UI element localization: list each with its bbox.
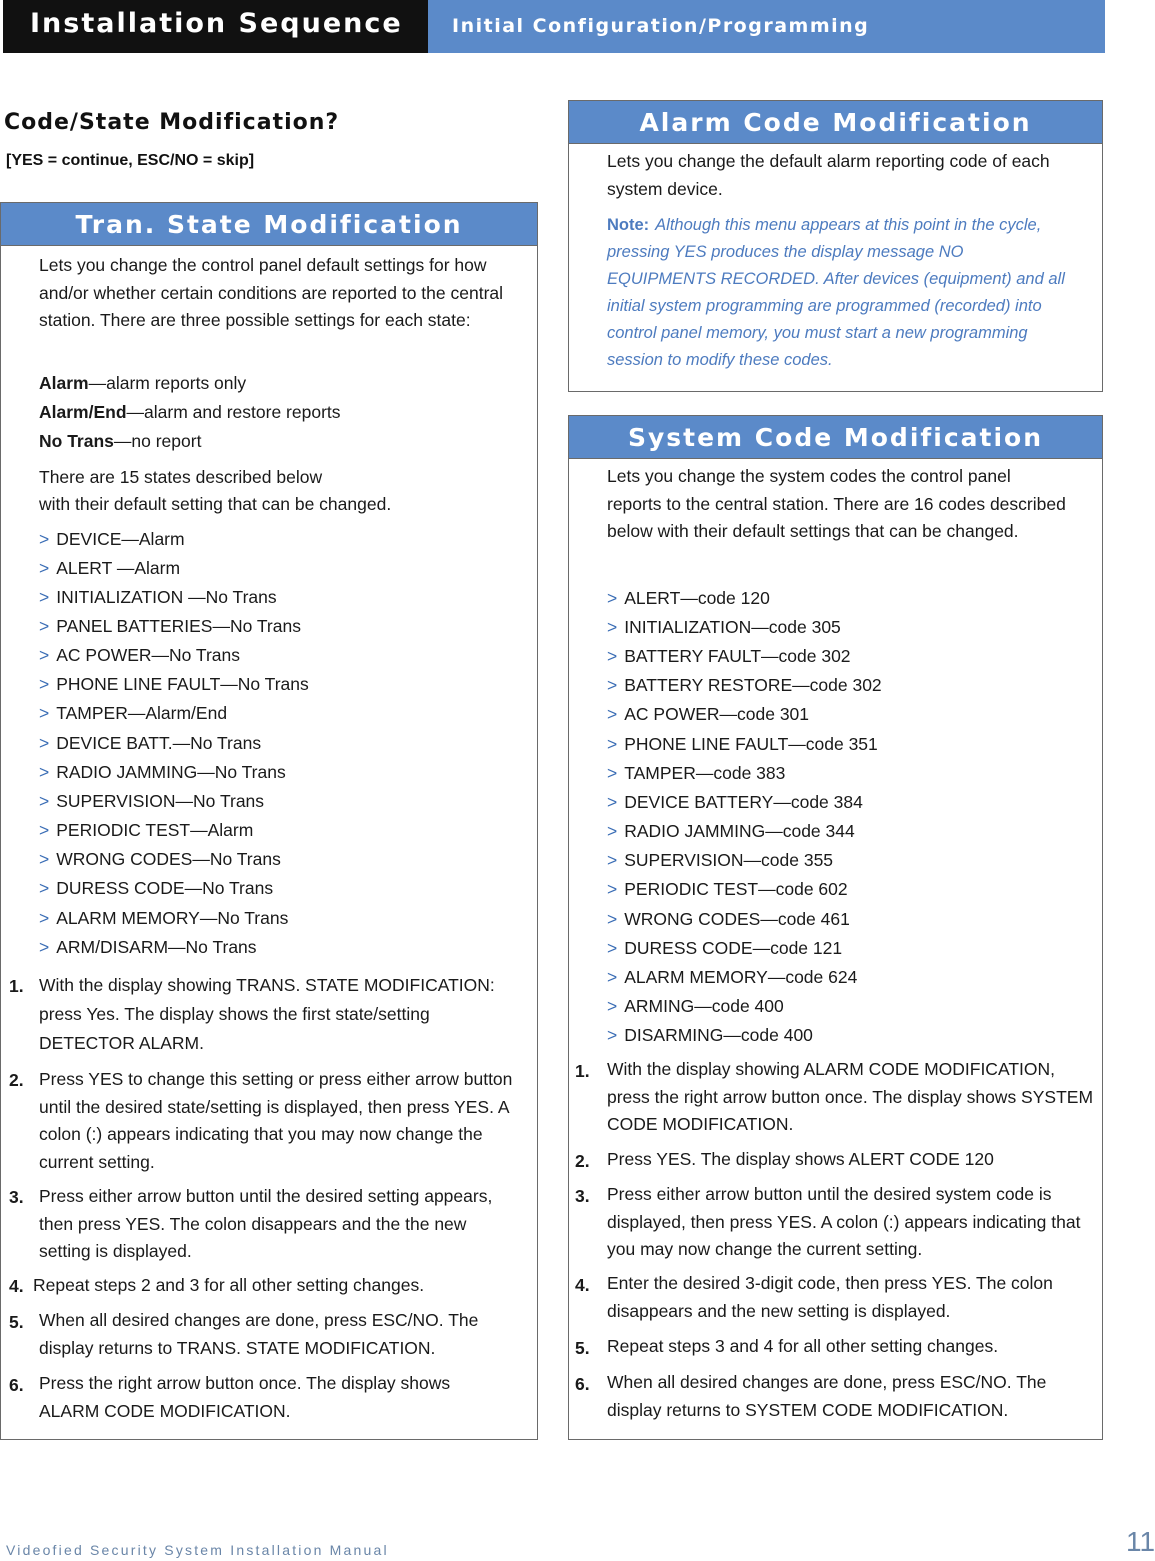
- step-number: 3.: [9, 1187, 24, 1207]
- list-item: > ARM/DISARM—No Trans: [39, 937, 257, 957]
- bullet-arrow-icon: >: [607, 675, 618, 695]
- list-item: > DEVICE—Alarm: [39, 529, 185, 549]
- list-item: > PHONE LINE FAULT—code 351: [607, 734, 878, 754]
- bullet-arrow-icon: >: [39, 703, 50, 723]
- page-number: 11: [1126, 1526, 1155, 1557]
- setting-no-trans: [39, 428, 201, 456]
- alarm-code-note: [607, 212, 1077, 374]
- list-item: > ALERT —Alarm: [39, 558, 181, 578]
- alarm-code-box: [568, 100, 1103, 392]
- tran-state-title: Tran. State Modification: [1, 203, 537, 246]
- step-number: 2.: [575, 1151, 590, 1171]
- list-item: > SUPERVISION—code 355: [607, 850, 834, 870]
- bullet-arrow-icon: >: [607, 646, 618, 666]
- step-text: When all desired changes are done, press ESC/NO. The display returns to TRANS. STATE MODIFICATION.: [39, 1310, 479, 1358]
- bullet-arrow-icon: >: [39, 645, 50, 665]
- alarm-code-title: Alarm Code Modification: [569, 101, 1102, 144]
- section-heading: Code/State Modification?: [4, 110, 340, 135]
- step-number: 4.: [9, 1276, 24, 1296]
- list-item: > TAMPER—code 383: [607, 763, 786, 783]
- setting-desc: —alarm reports only: [88, 373, 247, 393]
- step-number: 6.: [9, 1375, 24, 1395]
- bullet-arrow-icon: >: [607, 763, 618, 783]
- list-item: > ARMING—code 400: [607, 996, 784, 1016]
- note-text: Although this menu appears at this point in the cycle, pressing YES produces the display message NO EQUIPMENTS RECORDED. After devices (equipment) and all initial system programming are programmed (recorded) into control panel memory, you must start a new programming session to modify these codes.: [607, 216, 1065, 369]
- list-item: > WRONG CODES—code 461: [607, 909, 850, 929]
- step-text: Press YES to change this setting or press either arrow button until the desired state/setting is displayed, then press YES. A colon (:) appears indicating that you may now change the current setting.: [39, 1069, 513, 1172]
- setting-name: No Trans: [39, 431, 114, 451]
- bullet-arrow-icon: >: [39, 587, 50, 607]
- system-code-box: [568, 415, 1103, 1440]
- list-item: > WRONG CODES—No Trans: [39, 849, 281, 869]
- list-item: > DURESS CODE—No Trans: [39, 878, 274, 898]
- list-item: > DURESS CODE—code 121: [607, 938, 843, 958]
- list-item: > PANEL BATTERIES—No Trans: [39, 616, 301, 636]
- list-item: > TAMPER—Alarm/End: [39, 703, 228, 723]
- bullet-arrow-icon: >: [39, 849, 50, 869]
- list-item: > ALERT—code 120: [607, 588, 770, 608]
- list-item: > DEVICE BATT.—No Trans: [39, 733, 262, 753]
- bullet-arrow-icon: >: [39, 937, 50, 957]
- list-item: > PERIODIC TEST—code 602: [607, 879, 848, 899]
- step-number: 2.: [9, 1070, 24, 1090]
- list-item: > SUPERVISION—No Trans: [39, 791, 265, 811]
- bullet-arrow-icon: >: [607, 792, 618, 812]
- bullet-arrow-icon: >: [607, 821, 618, 841]
- setting-alarm: [39, 370, 246, 398]
- list-item: > PHONE LINE FAULT—No Trans: [39, 674, 309, 694]
- states-intro-line-2: with their default setting that can be changed.: [39, 494, 392, 514]
- page-subtitle: Initial Configuration/Programming: [452, 15, 870, 37]
- bullet-arrow-icon: >: [39, 908, 50, 928]
- list-item: > AC POWER—code 301: [607, 704, 810, 724]
- bullet-arrow-icon: >: [39, 733, 50, 753]
- list-item: > AC POWER—No Trans: [39, 645, 241, 665]
- list-item: > ALARM MEMORY—code 624: [607, 967, 858, 987]
- section-subheading: [YES = continue, ESC/NO = skip]: [6, 152, 255, 169]
- list-item: > INITIALIZATION—code 305: [607, 617, 841, 637]
- system-code-title: System Code Modification: [569, 416, 1102, 459]
- setting-desc: —no report: [113, 431, 202, 451]
- step-number: 5.: [9, 1312, 24, 1332]
- list-item: > RADIO JAMMING—code 344: [607, 821, 855, 841]
- step-text: Press YES. The display shows ALERT CODE 120: [607, 1149, 994, 1169]
- bullet-arrow-icon: >: [39, 878, 50, 898]
- bullet-arrow-icon: >: [39, 529, 50, 549]
- bullet-arrow-icon: >: [39, 762, 50, 782]
- bullet-arrow-icon: >: [39, 616, 50, 636]
- list-item: > ALARM MEMORY—No Trans: [39, 908, 289, 928]
- bullet-arrow-icon: >: [39, 558, 50, 578]
- step-number: 4.: [575, 1275, 590, 1295]
- note-label: Note:: [607, 216, 650, 234]
- bullet-arrow-icon: >: [607, 909, 618, 929]
- setting-name: Alarm: [39, 373, 89, 393]
- setting-name: Alarm/End: [39, 402, 127, 422]
- bullet-arrow-icon: >: [607, 704, 618, 724]
- list-item: > RADIO JAMMING—No Trans: [39, 762, 286, 782]
- states-intro-line-1: There are 15 states described below: [39, 467, 323, 487]
- list-item: > BATTERY FAULT—code 302: [607, 646, 851, 666]
- tran-state-box: [0, 202, 538, 1440]
- bullet-arrow-icon: >: [607, 996, 618, 1016]
- step-text: Press either arrow button until the desired setting appears, then press YES. The colon disappears and the the new setting is displayed.: [39, 1186, 493, 1261]
- step-text: With the display showing ALARM CODE MODIFICATION, press the right arrow button once. The display shows SYSTEM CODE MODIFICATION.: [607, 1059, 1094, 1134]
- step-text: Repeat steps 2 and 3 for all other setting changes.: [33, 1275, 425, 1295]
- bullet-arrow-icon: >: [607, 734, 618, 754]
- list-item: > DEVICE BATTERY—code 384: [607, 792, 863, 812]
- bullet-arrow-icon: >: [607, 588, 618, 608]
- setting-alarm-end: [39, 399, 341, 427]
- page-title: Installation Sequence: [30, 8, 403, 39]
- step-text: With the display showing TRANS. STATE MODIFICATION: press Yes. The display shows the first state/setting DETECTOR ALARM.: [39, 975, 495, 1053]
- footer-manual-title: Videofied Security System Installation Manual: [6, 1542, 389, 1558]
- step-text: Enter the desired 3-digit code, then press YES. The colon disappears and the new setting is displayed.: [607, 1273, 1053, 1321]
- step-number: 6.: [575, 1374, 590, 1394]
- step-number: 1.: [575, 1061, 590, 1081]
- bullet-arrow-icon: >: [607, 879, 618, 899]
- step-text: Repeat steps 3 and 4 for all other setting changes.: [607, 1336, 999, 1356]
- step-number: 3.: [575, 1186, 590, 1206]
- list-item: > PERIODIC TEST—Alarm: [39, 820, 254, 840]
- bullet-arrow-icon: >: [607, 938, 618, 958]
- list-item: > DISARMING—code 400: [607, 1025, 813, 1045]
- list-item: > INITIALIZATION —No Trans: [39, 587, 277, 607]
- bullet-arrow-icon: >: [39, 674, 50, 694]
- bullet-arrow-icon: >: [39, 820, 50, 840]
- list-item: > BATTERY RESTORE—code 302: [607, 675, 882, 695]
- bullet-arrow-icon: >: [39, 791, 50, 811]
- bullet-arrow-icon: >: [607, 617, 618, 637]
- step-text: Press the right arrow button once. The display shows ALARM CODE MODIFICATION.: [39, 1373, 451, 1421]
- step-text: When all desired changes are done, press ESC/NO. The display returns to SYSTEM CODE MODIFICATION.: [607, 1372, 1047, 1420]
- bullet-arrow-icon: >: [607, 850, 618, 870]
- system-code-intro: Lets you change the system codes the control panel reports to the central station. There are 16 codes described below with their default settings that can be changed.: [607, 466, 1066, 541]
- bullet-arrow-icon: >: [607, 967, 618, 987]
- step-number: 5.: [575, 1338, 590, 1358]
- alarm-code-intro: Lets you change the default alarm reporting code of each system device.: [607, 151, 1050, 199]
- setting-desc: —alarm and restore reports: [126, 402, 341, 422]
- step-text: Press either arrow button until the desired system code is displayed, then press YES. A colon (:) appears indicating that you may now change the current setting.: [607, 1184, 1081, 1259]
- tran-state-intro: Lets you change the control panel default settings for how and/or whether certain conditions are reported to the central station. There are three possible settings for each state:: [39, 255, 504, 330]
- bullet-arrow-icon: >: [607, 1025, 618, 1045]
- step-number: 1.: [9, 976, 24, 996]
